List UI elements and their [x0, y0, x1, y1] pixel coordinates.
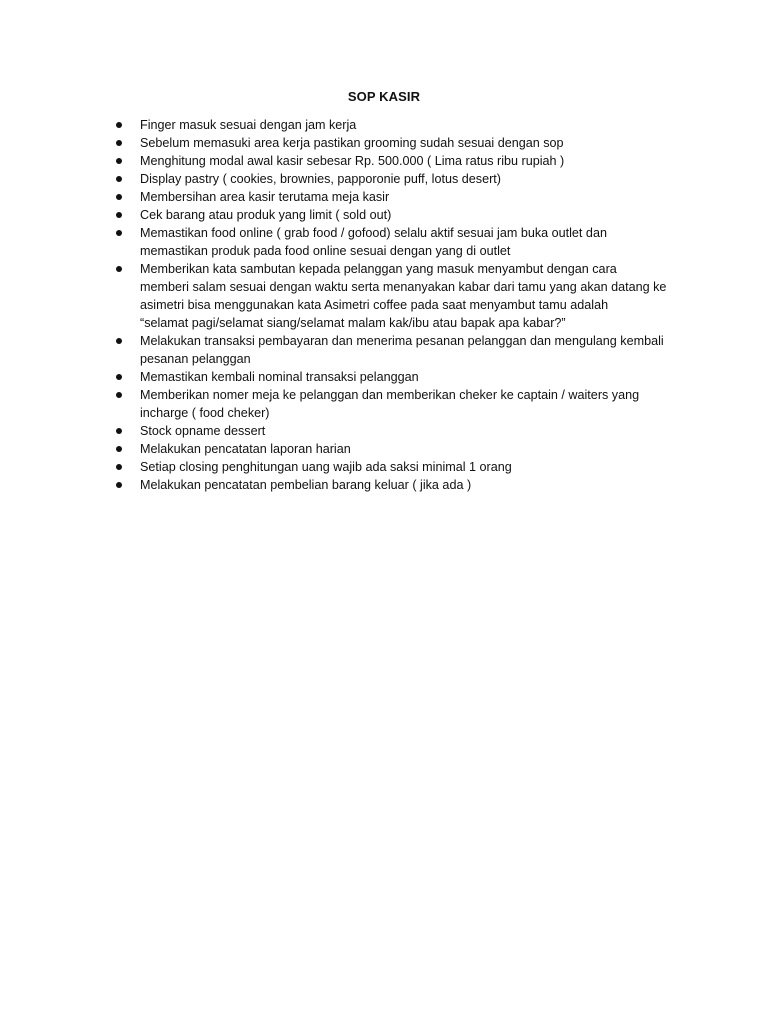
- bullet-icon: [116, 392, 122, 398]
- list-item: [0, 116, 768, 134]
- list-item-text: Melakukan pencatatan pembelian barang keluar ( jika ada ): [140, 478, 472, 492]
- list-item: [0, 440, 768, 458]
- list-item-text: Cek barang atau produk yang limit ( sold out): [140, 208, 392, 222]
- list-item-text: Memberikan kata sambutan kepada pelanggan yang masuk menyambut dengan cara memberi salam sesuai dengan waktu serta menanyakan kabar dari tamu yang akan datang ke asimetri bisa menggunakan kata Asimetri coffee pada saat menyambut tamu adalah “selamat pagi/selamat siang/selamat malam kak/ibu atau bapak apa kabar?”: [140, 262, 667, 330]
- list-item: [0, 386, 768, 422]
- bullet-icon: [116, 230, 122, 236]
- document-title: SOP KASIR: [347, 89, 421, 104]
- list-item-text: Melakukan pencatatan laporan harian: [140, 442, 351, 456]
- bullet-icon: [116, 428, 122, 434]
- bullet-icon: [116, 464, 122, 470]
- list-item-text: Melakukan transaksi pembayaran dan menerima pesanan pelanggan dan mengulang kembali pesanan pelanggan: [140, 334, 664, 366]
- list-item: [0, 368, 768, 386]
- list-item: [0, 206, 768, 224]
- list-item-text: Menghitung modal awal kasir sebesar Rp. 500.000 ( Lima ratus ribu rupiah ): [140, 154, 565, 168]
- bullet-icon: [116, 266, 122, 272]
- bullet-icon: [116, 212, 122, 218]
- sop-list: [0, 116, 768, 494]
- bullet-icon: [116, 194, 122, 200]
- list-item: [0, 332, 768, 368]
- list-item-text: Display pastry ( cookies, brownies, papporonie puff, lotus desert): [140, 172, 501, 186]
- list-item: [0, 260, 768, 332]
- list-item-text: Sebelum memasuki area kerja pastikan grooming sudah sesuai dengan sop: [140, 136, 564, 150]
- bullet-icon: [116, 446, 122, 452]
- bullet-icon: [116, 338, 122, 344]
- list-item-text: Setiap closing penghitungan uang wajib ada saksi minimal 1 orang: [140, 460, 512, 474]
- list-item-text: Finger masuk sesuai dengan jam kerja: [140, 118, 357, 132]
- list-item: [0, 170, 768, 188]
- list-item: [0, 224, 768, 260]
- list-item: [0, 422, 768, 440]
- bullet-icon: [116, 158, 122, 164]
- list-item: [0, 458, 768, 476]
- list-item: [0, 134, 768, 152]
- list-item-text: Memberikan nomer meja ke pelanggan dan memberikan cheker ke captain / waiters yang incharge ( food cheker): [140, 388, 640, 420]
- list-item-text: Membersihan area kasir terutama meja kasir: [140, 190, 390, 204]
- bullet-icon: [116, 176, 122, 182]
- bullet-icon: [116, 122, 122, 128]
- list-item: [0, 188, 768, 206]
- list-item: [0, 476, 768, 494]
- bullet-icon: [116, 140, 122, 146]
- bullet-icon: [116, 374, 122, 380]
- list-item-text: Stock opname dessert: [140, 424, 266, 438]
- bullet-icon: [116, 482, 122, 488]
- list-item-text: Memastikan food online ( grab food / gofood) selalu aktif sesuai jam buka outlet dan memastikan produk pada food online sesuai dengan yang di outlet: [140, 226, 607, 258]
- list-item: [0, 152, 768, 170]
- list-item-text: Memastikan kembali nominal transaksi pelanggan: [140, 370, 419, 384]
